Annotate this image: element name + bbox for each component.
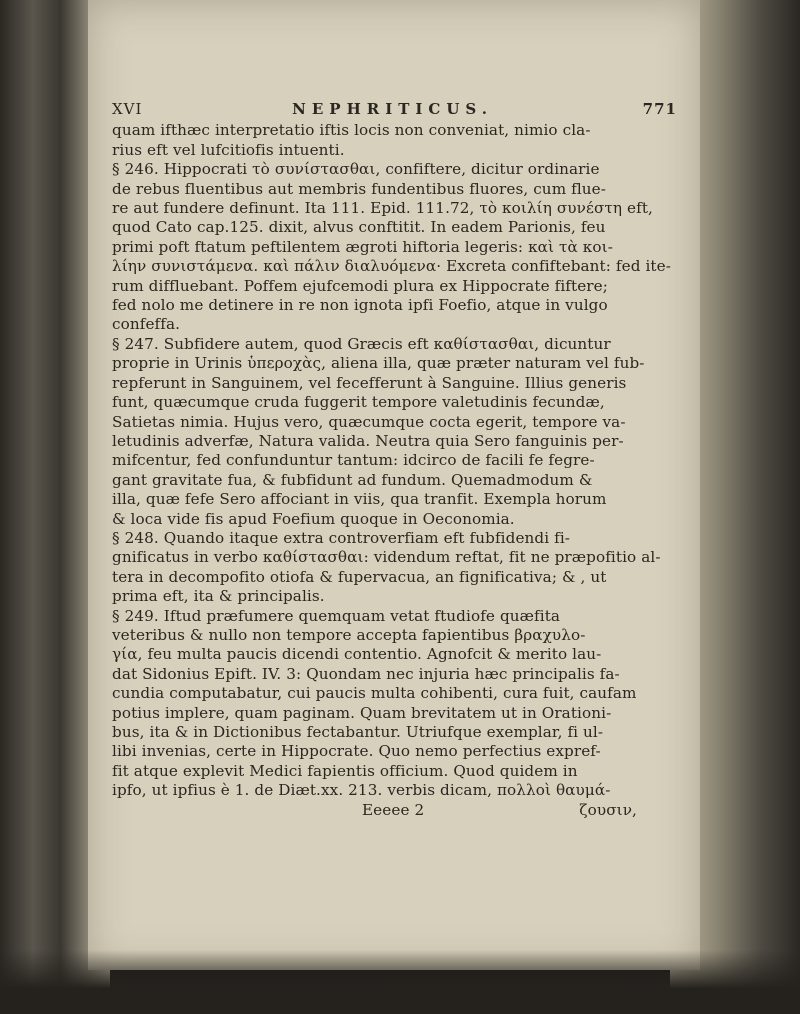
text-line: confeffa. <box>112 315 181 334</box>
text-line: mifcentur, fed confunduntur tantum: idcirco de facili fe fegre- <box>112 451 595 470</box>
text-line: γία, feu multa paucis dicendi contentio. Agnofcit & merito lau- <box>112 645 602 664</box>
signature-mark: Eeeee 2 <box>362 800 425 819</box>
text-line: de rebus fluentibus aut membris fundentibus fluores, cum flue- <box>112 179 607 198</box>
header-title: NEPHRITICUS. <box>292 100 493 118</box>
text-line: re aut fundere definunt. Ita 111. Epid. 111.72, τὸ κοιλίη συνέστη eft, <box>112 199 653 218</box>
text-line: repferunt in Sanguinem, vel fecefferunt à Sanguine. Illius generis <box>112 373 627 392</box>
text-line: fit atque explevit Medici fapientis officium. Quod quidem in <box>112 761 578 780</box>
text-line: gnificatus in verbo καθίστασθαι: videndum reftat, fit ne præpofitio al- <box>112 548 661 567</box>
text-line: libi invenias, certe in Hippocrate. Quo nemo perfectius expref- <box>112 742 601 761</box>
page-bottom-shadow <box>0 950 800 1014</box>
text-line: ipfo, ut ipfius è 1. de Diæt.xx. 213. verbis dicam, πολλοὶ θαυμά- <box>112 781 611 800</box>
text-line: tera in decompofito otiofa & fupervacua, an fignificativa; & , ut <box>112 567 607 586</box>
text-line: bus, ita & in Dictionibus fectabantur. Utriufque exemplar, fi ul- <box>112 723 604 741</box>
body-text <box>112 121 677 800</box>
page-text <box>112 100 677 820</box>
text-line: § 248. Quando itaque extra controverfiam eft fubfidendi fi- <box>112 528 571 547</box>
text-line: veteribus & nullo non tempore accepta fapientibus βραχυλο- <box>112 625 586 644</box>
text-line: rius eft vel lufcitiofis intuenti. <box>112 140 345 159</box>
text-line: § 249. Iftud præfumere quemquam vetat ftudiofe quæfita <box>112 606 561 625</box>
text-line: fed nolo me detinere in re non ignota ipfi Foefio, atque in vulgo <box>112 296 608 315</box>
text-line: λίην συνιστάμενα. καὶ πάλιν διαλυόμενα· Excreta confiftebant: fed ite- <box>112 257 671 276</box>
text-line: letudinis adverfæ, Natura valida. Neutra quia Sero fanguinis per- <box>112 431 624 450</box>
text-line: gant gravitate fua, & fubfidunt ad fundum. Quemadmodum & <box>112 470 593 489</box>
text-line: quod Cato cap.125. dixit, alvus conftitit. In eadem Parionis, feu <box>112 218 606 237</box>
header-left: XVI <box>112 100 143 118</box>
text-line: dat Sidonius Epift. IV. 3: Quondam nec injuria hæc principalis fa- <box>112 664 620 683</box>
text-line: prima eft, ita & principalis. <box>112 587 325 606</box>
text-line: § 247. Subfidere autem, quod Græcis eft καθίστασθαι, dicuntur <box>112 334 611 353</box>
catchword: ζουσιν, <box>579 800 637 819</box>
text-line: proprie in Urinis ὑπεροχὰς, aliena illa, quæ præter naturam vel fub- <box>112 354 645 373</box>
text-line: Satietas nimia. Hujus vero, quæcumque cocta egerit, tempore va- <box>112 412 626 431</box>
text-line: & loca vide fis apud Foefium quoque in Oeconomia. <box>112 509 515 528</box>
text-line: funt, quæcumque cruda fuggerit tempore valetudinis fecundæ, <box>112 393 605 412</box>
page-number: 771 <box>642 100 677 118</box>
text-line: potius implere, quam paginam. Quam brevitatem ut in Orationi- <box>112 703 612 722</box>
text-line: cundia computabatur, cui paucis multa cohibenti, cura fuit, caufam <box>112 684 637 703</box>
text-line: primi poft ftatum peftilentem ægroti hiftoria legeris: καὶ τὰ κοι- <box>112 237 613 256</box>
running-header <box>112 100 677 119</box>
text-line: quam ifthæc interpretatio iftis locis non conveniat, nimio cla- <box>112 121 591 140</box>
text-line: illa, quæ fefe Sero affociant in viis, qua tranfit. Exempla horum <box>112 490 607 509</box>
text-line: rum diffluebant. Poffem ejufcemodi plura ex Hippocrate fiftere; <box>112 276 608 295</box>
text-line: § 246. Hippocrati τὸ συνίστασθαι, confiftere, dicitur ordinarie <box>112 160 600 179</box>
page-footer <box>112 801 677 820</box>
